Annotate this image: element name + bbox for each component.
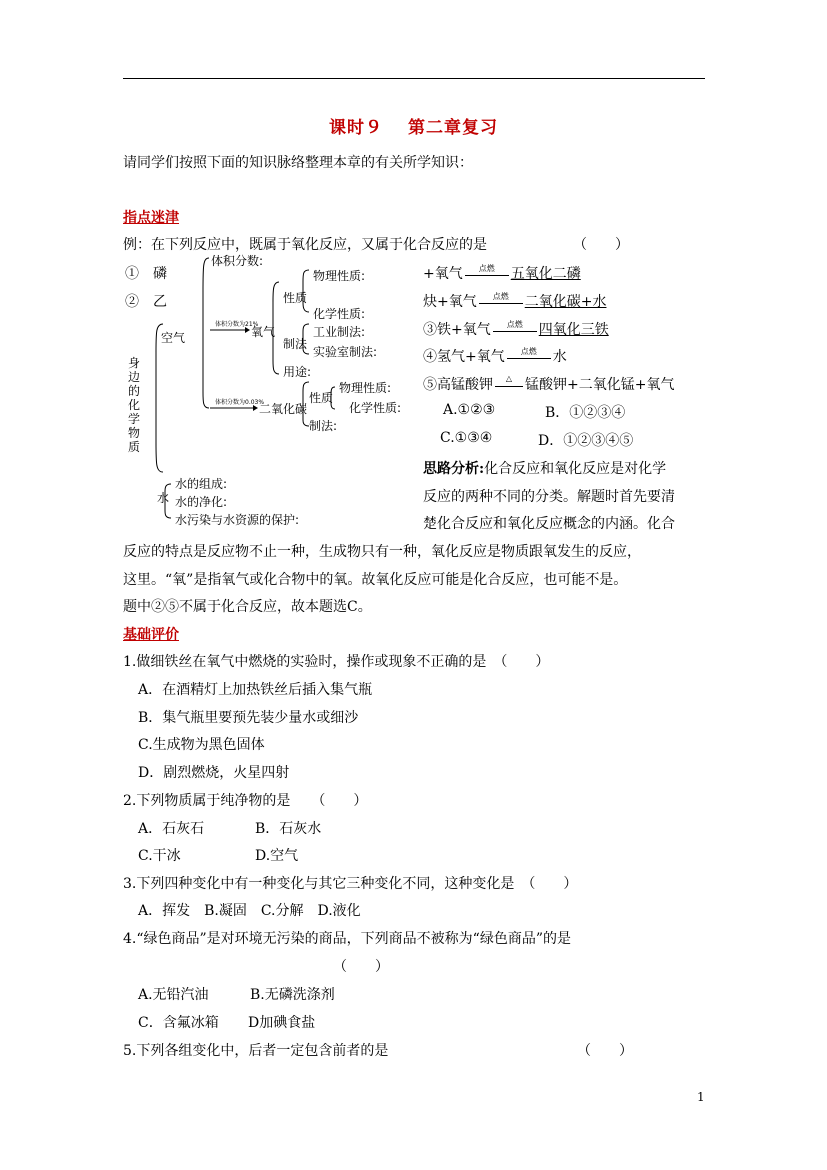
q4-blank: （ ） <box>333 959 389 975</box>
reaction-1 <box>423 263 581 283</box>
node-root: 身边的化学物质 <box>128 356 141 454</box>
header-rule <box>123 78 705 79</box>
node-water-purify: 水的净化: <box>175 495 228 509</box>
reaction-3-product: 四氧化三铁 <box>538 322 609 338</box>
reaction-3 <box>423 319 609 339</box>
node-volume: 体积分数: <box>211 254 264 268</box>
reaction-1-reactants: +氧气 <box>423 266 463 282</box>
q4-option-a: A.无铅汽油 <box>138 987 209 1003</box>
analysis-line-3: 楚化合反应和氧化反应概念的内涵。化合 <box>423 516 675 532</box>
node-chem: 化学性质: <box>313 307 366 321</box>
o2-arrow-label: 体积分数为21% <box>215 321 259 328</box>
q2-option-b: B．石灰水 <box>255 821 322 837</box>
q3-stem: 3.下列四种变化中有一种变化与其它三种变化不同，这种变化是 （ ） <box>123 876 578 892</box>
node-co2-make: 制法: <box>309 419 338 433</box>
q3-options: A．挥发 B.凝固 C.分解 D.液化 <box>138 903 361 919</box>
node-lab: 实验室制法: <box>313 345 378 359</box>
node-co2-chem: 化学性质: <box>349 401 402 415</box>
q2-option-d: D.空气 <box>255 848 299 864</box>
reaction-2-label: ② 乙 <box>125 294 167 310</box>
reaction-arrow <box>495 374 523 392</box>
q4-option-b: B.无磷洗涤剂 <box>250 987 335 1003</box>
example-blank: （ ） <box>573 237 629 253</box>
page-title: 课时９ 第二章复习 <box>329 118 498 138</box>
node-water-protect: 水污染与水资源的保护: <box>175 513 300 527</box>
reaction-3-reactants: ③铁+氧气 <box>423 322 491 338</box>
node-use: 用途: <box>283 365 312 379</box>
node-co2-phys: 物理性质: <box>339 381 392 395</box>
q5-blank: （ ） <box>577 1043 633 1059</box>
reaction-condition: 点燃 <box>520 347 537 356</box>
analysis-line-2: 反应的两种不同的分类。解题时首先要清 <box>423 489 675 505</box>
reaction-4-reactants: ④氢气+氧气 <box>423 349 505 365</box>
reaction-4 <box>423 346 567 366</box>
node-industrial: 工业制法: <box>313 325 366 339</box>
node-co2-prop: 性质 <box>309 391 334 405</box>
q5-stem: 5.下列各组变化中，后者一定包含前者的是 <box>123 1043 389 1059</box>
q1-option-d: D．剧烈燃烧，火星四射 <box>138 765 290 781</box>
page-number: 1 <box>697 1090 705 1104</box>
analysis-label: 思路分析: <box>423 461 485 477</box>
reaction-arrow <box>479 292 523 309</box>
example-option-c: C.①③④ <box>440 430 493 446</box>
q4-option-c: C．含氟冰箱 <box>138 1015 219 1031</box>
intro-text: 请同学们按照下面的知识脉络整理本章的有关所学知识： <box>123 155 473 171</box>
analysis-text: 化合反应和氧化反应是对化学 <box>484 461 667 477</box>
reaction-2 <box>423 291 606 311</box>
reaction-condition: 点燃 <box>506 320 523 329</box>
node-phys: 物理性质: <box>313 269 366 283</box>
example-option-d: D．①②③④⑤ <box>538 433 634 449</box>
q4-option-d: D加碘食盐 <box>248 1015 316 1031</box>
q2-option-c: C.干冰 <box>138 848 181 864</box>
q2-option-a: A．石灰石 <box>138 821 205 837</box>
reaction-1-product: 五氧化二磷 <box>510 266 581 282</box>
reaction-5-product: 锰酸钾+二氧化锰+氧气 <box>525 377 675 393</box>
analysis-line-4: 反应的特点是反应物不止一种，生成物只有一种，氧化反应是物质跟氧发生的反应， <box>123 544 641 560</box>
reaction-1-label: ① 磷 <box>125 266 167 282</box>
reaction-arrow <box>493 320 537 337</box>
reaction-5-reactants: ⑤高锰酸钾 <box>423 377 493 393</box>
node-co2: 二氧化碳 <box>259 402 308 416</box>
reaction-condition: △ <box>505 374 513 383</box>
q1-option-a: A．在酒精灯上加热铁丝后插入集气瓶 <box>138 682 373 698</box>
analysis-line-1 <box>423 458 666 478</box>
analysis-line-5: 这里。“氧”是指氧气或化合物中的氧。故氧化反应可能是化合反应，也可能不是。 <box>123 572 628 588</box>
reaction-arrow <box>465 264 509 281</box>
knowledge-diagram <box>123 252 423 532</box>
node-make: 制法 <box>283 337 308 351</box>
q1-option-b: B．集气瓶里要预先装少量水或细沙 <box>138 710 359 726</box>
example-question: 例：在下列反应中，既属于氧化反应，又属于化合反应的是 <box>123 237 487 253</box>
q1-option-c: C.生成物为黑色固体 <box>138 737 265 753</box>
q2-stem: 2.下列物质属于纯净物的是 （ ） <box>123 793 368 809</box>
example-option-a: A.①②③ <box>443 402 496 418</box>
q4-stem: 4.“绿色商品”是对环境无污染的商品，下列商品不被称为“绿色商品”的是 <box>123 931 571 947</box>
node-water-comp: 水的组成: <box>175 477 228 491</box>
reaction-5 <box>423 374 674 394</box>
node-water: 水 <box>157 491 170 505</box>
node-air: 空气 <box>161 331 186 345</box>
node-oxygen: 氧气 <box>251 325 276 339</box>
node-property: 性质 <box>283 291 308 305</box>
example-option-b: B．①②③④ <box>545 405 626 421</box>
reaction-condition: 点燃 <box>478 264 495 273</box>
q1-stem: 1.做细铁丝在氧气中燃烧的实验时，操作或现象不正确的是 （ ） <box>123 654 550 670</box>
section-heading-guide: 指点迷津 <box>123 210 179 226</box>
analysis-line-6: 题中②⑤不属于化合反应，故本题选C。 <box>123 599 372 615</box>
section-heading-basic: 基础评价 <box>123 627 179 643</box>
reaction-4-product: 水 <box>552 349 567 365</box>
reaction-condition: 点燃 <box>492 292 509 301</box>
co2-arrow-label: 体积分数为0.03% <box>215 399 265 406</box>
reaction-2-product: 二氧化碳+水 <box>524 294 607 310</box>
reaction-arrow <box>507 347 551 364</box>
reaction-2-reactants: 炔+氧气 <box>423 294 477 310</box>
